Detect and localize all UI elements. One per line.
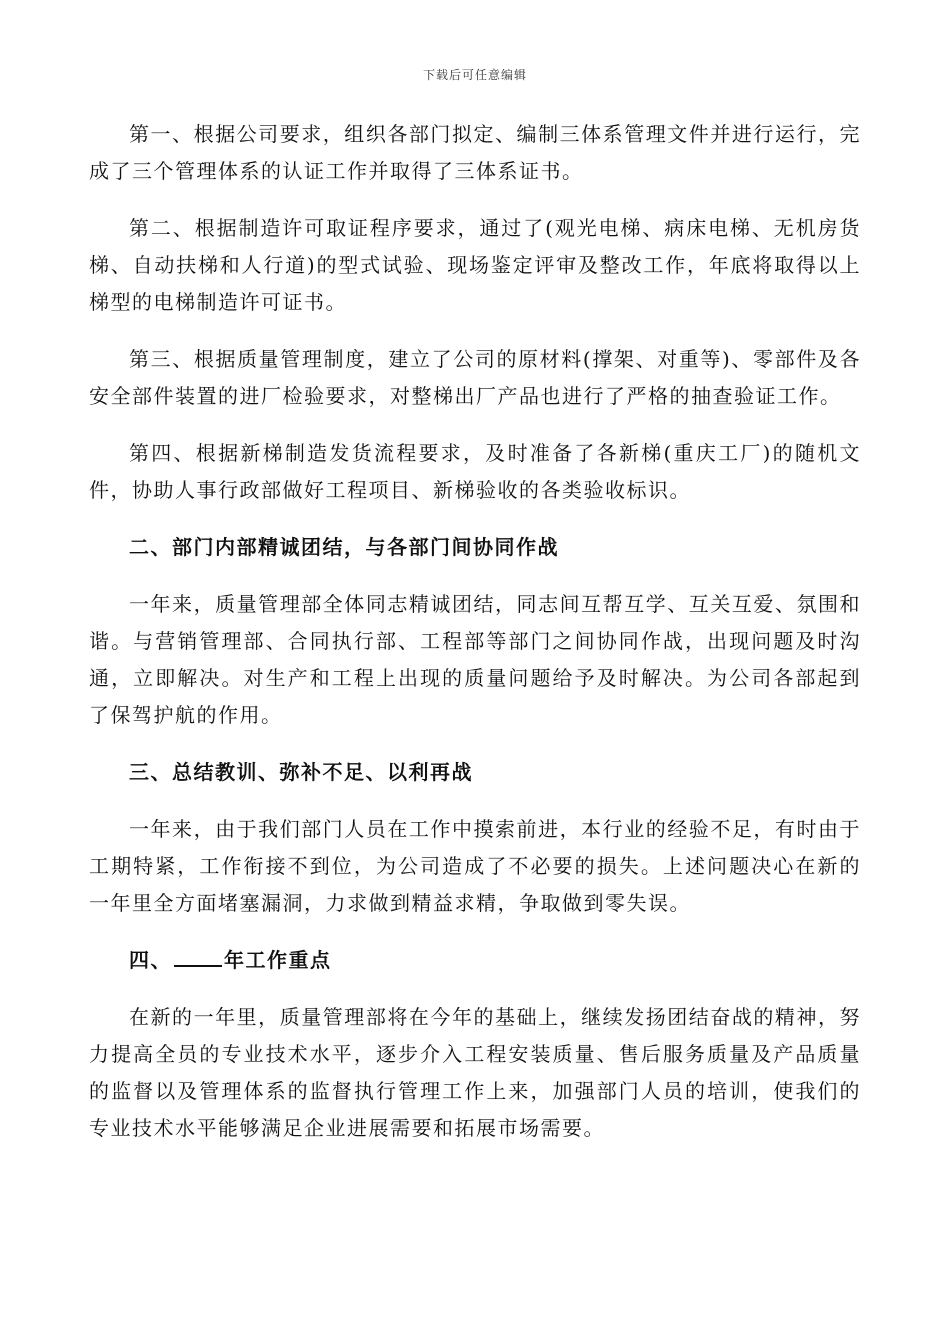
paragraph-1: 第一、根据公司要求，组织各部门拟定、编制三体系管理文件并进行运行，完成了三个管理体系的认证工作并取得了三体系证书。 xyxy=(89,122,861,183)
year-blank-line xyxy=(174,947,222,967)
paragraph-3: 第三、根据质量管理制度，建立了公司的原材料(撑架、对重等)、零部件及各安全部件装置的进厂检验要求，对整梯出厂产品也进行了严格的抽查验证工作。 xyxy=(89,347,861,408)
paragraph-5: 一年来，质量管理部全体同志精诚团结，同志间互帮互学、互关互爱、氛围和谐。与营销管理部、合同执行部、工程部等部门之间协同作战，出现问题及时沟通，立即解决。对生产和工程上出现的质量问题给予及时解决。为公司各部起到了保驾护航的作用。 xyxy=(89,592,861,727)
paragraph-4: 第四、根据新梯制造发货流程要求，及时准备了各新梯(重庆工厂)的随机文件，协助人事行政部做好工程项目、新梯验收的各类验收标识。 xyxy=(89,441,861,502)
document-body xyxy=(89,116,861,1167)
page-header: 下载后可任意编辑 xyxy=(422,68,527,82)
paragraph-2: 第二、根据制造许可取证程序要求，通过了(观光电梯、病床电梯、无机房货梯、自动扶梯和人行道)的型式试验、现场鉴定评审及整改工作，年底将取得以上梯型的电梯制造许可证书。 xyxy=(89,216,861,314)
paragraph-7: 在新的一年里，质量管理部将在今年的基础上，继续发扬团结奋战的精神，努力提高全员的专业技术水平，逐步介入工程安装质量、售后服务质量及产品质量的监督以及管理体系的监督执行管理工作上来，加强部门人员的培训，使我们的专业技术水平能够满足企业进展需要和拓展市场需要。 xyxy=(89,1005,861,1140)
heading-suffix: 年工作重点 xyxy=(224,948,332,972)
paragraph-6: 一年来，由于我们部门人员在工作中摸索前进，本行业的经验不足，有时由于工期特紧，工作衔接不到位，为公司造成了不必要的损失。上述问题决心在新的一年里全方面堵塞漏洞，力求做到精益求精，争取做到零失误。 xyxy=(89,817,861,915)
section-heading-4 xyxy=(89,942,861,979)
section-heading-3: 三、总结教训、弥补不足、以利再战 xyxy=(129,760,473,784)
section-heading-2: 二、部门内部精诚团结，与各部门间协同作战 xyxy=(129,535,559,559)
heading-prefix: 四、 xyxy=(129,948,172,972)
